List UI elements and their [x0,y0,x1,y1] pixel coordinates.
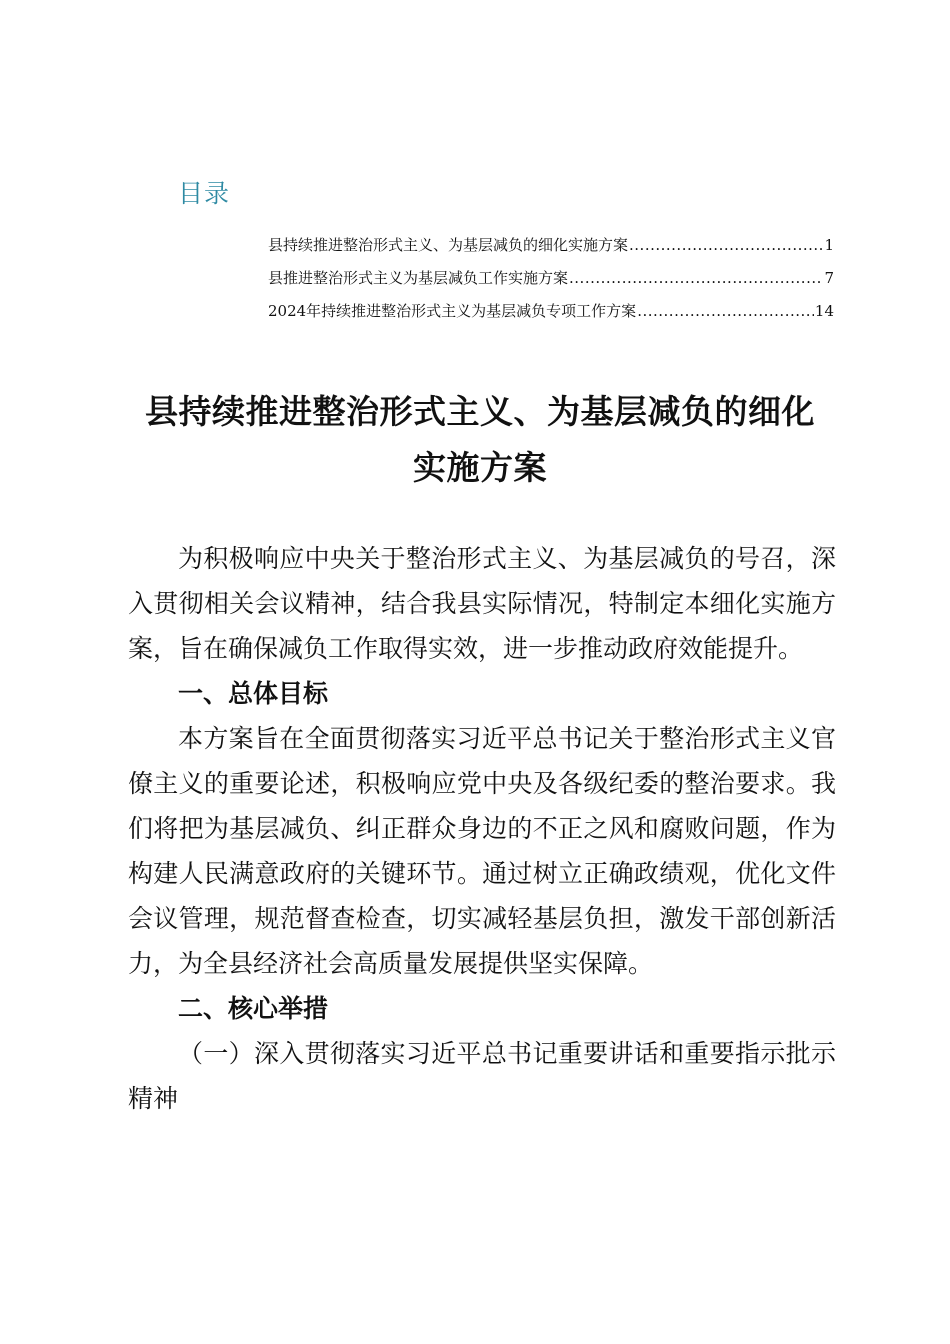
subsection-heading-1: （一）深入贯彻落实习近平总书记重要讲话和重要指示批示精神 [128,1039,836,1113]
toc-entry[interactable] [268,234,834,267]
intro-paragraph: 为积极响应中央关于整治形式主义、为基层减负的号召，深入贯彻相关会议精神，结合我县实际情况，特制定本细化实施方案，旨在确保减负工作取得实效，进一步推动政府效能提升。 [128,544,836,663]
section-heading-core-measures: 二、核心举措 [178,994,329,1023]
overall-goal-paragraph: 本方案旨在全面贯彻落实习近平总书记关于整治形式主义官僚主义的重要论述，积极响应党中央及各级纪委的整治要求。我们将把为基层减负、纠正群众身边的不正之风和腐败问题，作为构建人民满意政府的关键环节。通过树立正确政绩观，优化文件会议管理，规范督查检查，切实减轻基层负担，激发干部创新活力，为全县经济社会高质量发展提供坚实保障。 [128,724,836,978]
document-title-line-1: 县持续推进整治形式主义、为基层减负的细化 [145,392,815,431]
toc-entry[interactable] [268,300,834,333]
section-heading-overall-goal: 一、总体目标 [178,679,329,708]
document-title [110,384,850,496]
toc-entry-page[interactable]: 7 [824,269,834,287]
toc-heading: 目录 [178,179,231,208]
toc-leader-dots [569,269,823,287]
document-title-line-2: 实施方案 [413,448,547,487]
toc-entry-page[interactable]: 1 [824,236,834,254]
toc-entry[interactable] [268,267,834,300]
toc-leader-dots [637,302,814,320]
document-body [128,536,836,1121]
table-of-contents [268,234,834,333]
toc-entry-page[interactable]: 14 [814,302,834,320]
toc-entry-title[interactable]: 县持续推进整治形式主义、为基层减负的细化实施方案 [268,236,629,254]
toc-entry-title[interactable]: 2024年持续推进整治形式主义为基层减负专项工作方案 [268,302,637,320]
toc-leader-dots [629,236,823,254]
toc-entry-title[interactable]: 县推进整治形式主义为基层减负工作实施方案 [268,269,569,287]
